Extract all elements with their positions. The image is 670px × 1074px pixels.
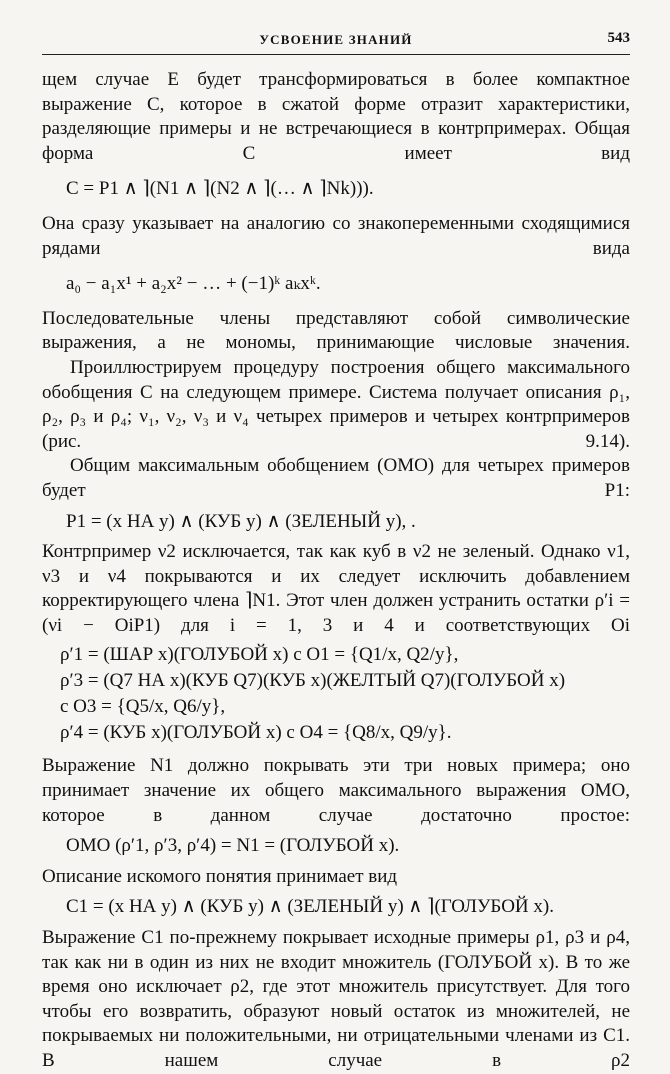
formula-c1: C1 = (x НА y) ∧ (КУБ y) ∧ (ЗЕЛЕНЫЙ y) ∧ ⌉(ГОЛУБОЙ x). <box>66 896 554 918</box>
main-text <box>42 68 630 1074</box>
formula-alternating-series: a₀ − a₁x¹ + a₂x² − … + (−1)ᵏ aₖxᵏ. <box>66 273 321 295</box>
paragraph-2: Она сразу указывает на аналогию со знакопеременными сходящимися рядами вида <box>42 212 630 259</box>
formula-residue-3-substitution: с O3 = {Q5/x, Q6/y}, <box>60 696 226 718</box>
paragraph-5: Общим максимальным обобщением (ОМО) для четырех примеров будет P1: <box>42 455 630 501</box>
formula-general-form: C = P1 ∧ ⌉(N1 ∧ ⌉(N2 ∧ ⌉(… ∧ ⌉Nk))). <box>66 178 374 200</box>
paragraph-1: щем случае E будет трансформироваться в более компактное выражение C, которое в сжатой форме отразит характеристики, разделяющие примеры и не встречающиеся в контрпримерах. Общая форма C имеет вид <box>42 69 630 164</box>
formula-omo: ОМО (ρ′1, ρ′3, ρ′4) = N1 = (ГОЛУБОЙ x). <box>66 835 400 857</box>
paragraph-3: Последовательные члены представляют собой символические выражения, а не мономы, принимающие числовые значения. <box>42 307 630 354</box>
formula-p1: P1 = (x НА y) ∧ (КУБ y) ∧ (ЗЕЛЕНЫЙ y), . <box>66 510 416 532</box>
paragraph-7: Выражение N1 должно покрывать эти три новых примера; оно принимает значение их общего максимального выражения ОМО, которое в данном случае достаточно простое: <box>42 755 630 826</box>
formula-residue-4: ρ′4 = (КУБ x)(ГОЛУБОЙ x) с O4 = {Q8/x, Q9/y}. <box>60 722 452 744</box>
running-head: УСВОЕНИЕ ЗНАНИЙ <box>259 32 413 47</box>
page-number: 543 <box>607 30 630 46</box>
paragraph-8: Описание искомого понятия принимает вид <box>42 865 398 887</box>
paragraph-6: Контрпример ν2 исключается, так как куб в ν2 не зеленый. Однако ν1, ν3 и ν4 покрываются и их следует исключить добавлением корректирующего члена ⌉N1. Этот член должен устранить остатки ρ′i = (νi − OiP1) для i = 1, 3 и 4 и соответствующих Oi <box>42 541 630 636</box>
paragraph-9: Выражение C1 по-прежнему покрывает исходные примеры ρ1, ρ3 и ρ4, так как ни в один из них не входит множитель (ГОЛУБОЙ x). В то же время оно исключает ρ2, где этот множитель присутствует. Для того чтобы его возвратить, образуют новый остаток из множителей, не покрываемых ни положительными, ни отрицательными членами из C1. В нашем случае в ρ2 <box>42 927 630 1071</box>
paragraph-4: Проиллюстрируем процедуру построения общего максимального обобщения C на следующем примере. Система получает описания ρ₁, ρ₂, ρ₃ и ρ₄; ν₁, ν₂, ν₃ и ν₄ четырех примеров и четырех контрпримеров (рис. 9.14). <box>42 356 630 452</box>
page-header <box>42 30 630 55</box>
formula-residues <box>42 642 630 746</box>
formula-residue-3: ρ′3 = (Q7 НА x)(КУБ Q7)(КУБ x)(ЖЕЛТЫЙ Q7)(ГОЛУБОЙ x) <box>60 670 566 692</box>
formula-residue-1: ρ′1 = (ШАР x)(ГОЛУБОЙ x) с O1 = {Q1/x, Q2/y}, <box>60 644 459 666</box>
